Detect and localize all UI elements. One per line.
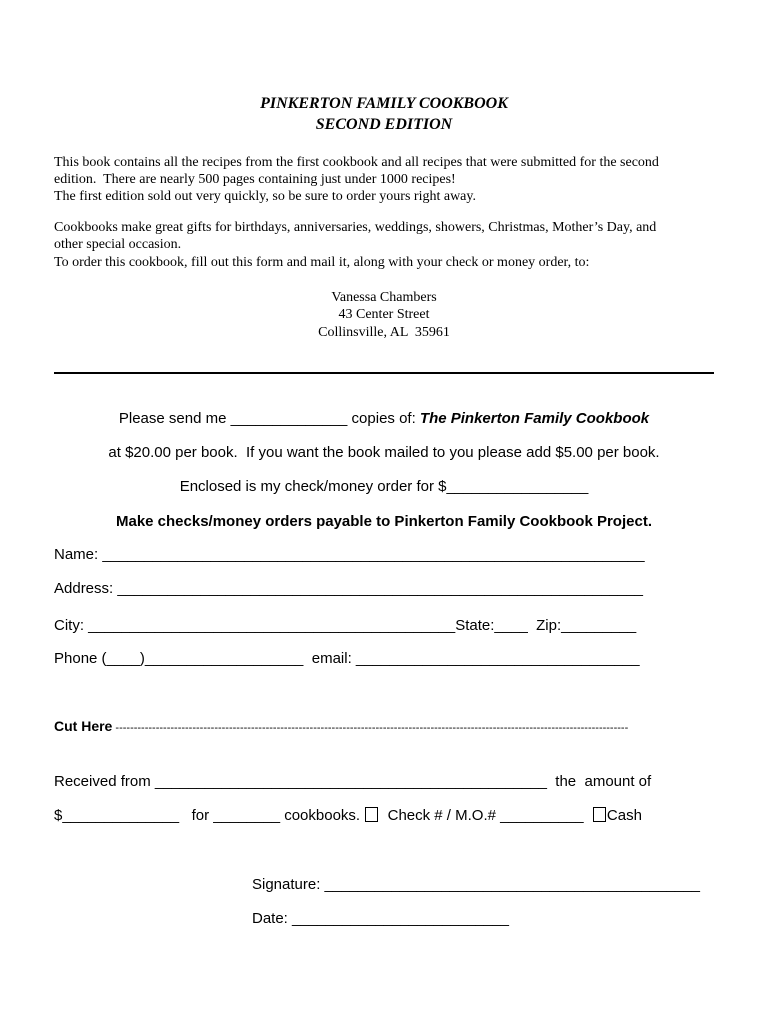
intro-text-line: The first edition sold out very quickly, so be sure to order yours right away. <box>54 189 476 204</box>
phone-email-field[interactable]: Phone (____)___________________ email: __________________________________ <box>54 650 640 667</box>
enclosed-amount-line: Enclosed is my check/money order for $_________________ <box>179 478 589 495</box>
cash-checkbox[interactable] <box>593 807 606 822</box>
address-street: 43 Center Street <box>338 307 430 322</box>
address-field[interactable]: Address: _______________________________________________________________ <box>54 580 643 597</box>
book-title: The Pinkerton Family Cookbook <box>419 410 650 427</box>
payable-to-line: Make checks/money orders payable to Pinkerton Family Cookbook Project. <box>115 513 652 530</box>
copies-prefix: Please send me ______________ copies of: <box>118 410 420 427</box>
gift-text-line: other special occasion. <box>54 237 182 252</box>
cut-here-line <box>54 718 628 734</box>
cut-dashes: -------------------------------------------------------------------------------------------------------------------------------------------- <box>112 722 629 734</box>
signature-field[interactable]: Signature: _____________________________________________ <box>252 876 700 893</box>
cookbook-title: PINKERTON FAMILY COOKBOOK <box>260 95 508 112</box>
received-from-field[interactable]: Received from _______________________________________________ the amount of <box>54 773 652 790</box>
intro-text-line: edition. There are nearly 500 pages containing just under 1000 recipes! <box>54 172 456 187</box>
edition-subtitle: SECOND EDITION <box>315 116 453 133</box>
divider-rule <box>54 372 714 374</box>
order-instructions: To order this cookbook, fill out this form and mail it, along with your check or money order, to: <box>54 255 590 270</box>
cut-here-label: Cut Here <box>54 718 113 734</box>
amount-line <box>54 807 642 824</box>
copies-line <box>0 410 768 427</box>
name-field[interactable]: Name: _________________________________________________________________ <box>54 546 645 563</box>
city-state-zip-field[interactable]: City: ____________________________________________State:____ Zip:_________ <box>54 617 637 634</box>
check-mo-checkbox[interactable] <box>365 807 378 822</box>
date-field[interactable]: Date: __________________________ <box>252 910 509 927</box>
gift-text-line: Cookbooks make great gifts for birthdays, anniversaries, weddings, showers, Christmas, Mother’s Day, and <box>54 220 657 235</box>
intro-text-line: This book contains all the recipes from the first cookbook and all recipes that were submitted for the second <box>54 155 659 170</box>
check-mo-field[interactable]: Check # / M.O.# __________ <box>387 807 584 824</box>
amount-cookbooks-field[interactable]: $______________ for ________ cookbooks. <box>54 807 361 824</box>
price-line: at $20.00 per book. If you want the book mailed to you please add $5.00 per book. <box>108 444 660 461</box>
address-name: Vanessa Chambers <box>331 290 437 305</box>
cash-label: Cash <box>606 807 642 824</box>
address-city-state-zip: Collinsville, AL 35961 <box>318 325 450 340</box>
